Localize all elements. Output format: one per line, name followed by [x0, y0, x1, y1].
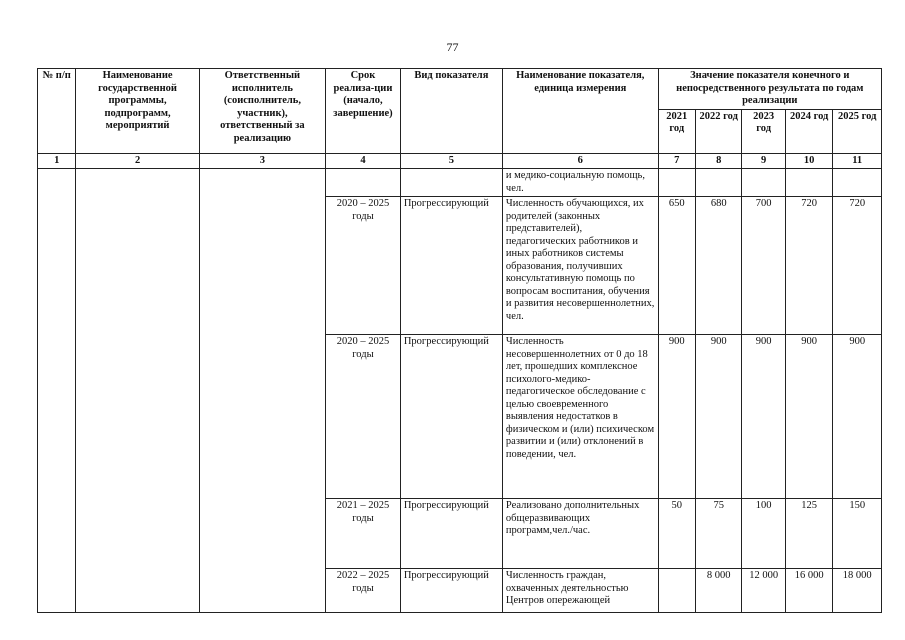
cell-value: 100	[742, 499, 785, 569]
header-year: 2023 год	[742, 109, 785, 153]
column-number: 11	[833, 153, 882, 169]
header-row	[38, 69, 882, 110]
cell-indicator-name: Численность несовершеннолетних от 0 до 18 лет, прошедших комплексное психолого-медико-педагогическое обследование с целью своевременного выявления недостатков в физическом и (или) психическом развитии и (или) отклонений в поведении, чел.	[502, 335, 658, 499]
cell-value	[785, 169, 833, 197]
cell-value: 900	[742, 335, 785, 499]
cell-term: 2020 – 2025 годы	[326, 335, 401, 499]
header-year: 2024 год	[785, 109, 833, 153]
cell-value: 16 000	[785, 569, 833, 613]
cell-type: Прогрессирующий	[400, 569, 502, 613]
column-number: 4	[326, 153, 401, 169]
cell-value: 75	[695, 499, 741, 569]
cell-value: 12 000	[742, 569, 785, 613]
cell-indicator-name: Реализовано дополнительных общеразвивающих программ,чел./час.	[502, 499, 658, 569]
header-program: Наименование государственной программы, подпрограмм, мероприятий	[76, 69, 199, 154]
cell-value	[658, 569, 695, 613]
cell-value: 900	[695, 335, 741, 499]
cell-term: 2021 – 2025 годы	[326, 499, 401, 569]
cell-value: 50	[658, 499, 695, 569]
cell-value: 18 000	[833, 569, 882, 613]
cell-value	[833, 169, 882, 197]
column-number: 1	[38, 153, 76, 169]
cell-indicator-name: Численность обучающихся, их родителей (законных представителей), педагогических работников и иных работников системы образования, получивших консультативную помощь по вопросам воспитания, обучения и развития несовершеннолетних, чел.	[502, 197, 658, 335]
cell-value: 900	[833, 335, 882, 499]
page-number: 77	[446, 40, 459, 54]
header-indicator-name: Наименование показателя, единица измерения	[502, 69, 658, 154]
header-year: 2025 год	[833, 109, 882, 153]
header-no: № п/п	[38, 69, 76, 154]
cell-value	[742, 169, 785, 197]
column-number: 5	[400, 153, 502, 169]
column-number: 7	[658, 153, 695, 169]
cell-term	[326, 169, 401, 197]
cell-indicator-name: Численность граждан, охваченных деятельностью Центров опережающей	[502, 569, 658, 613]
column-number: 2	[76, 153, 199, 169]
cell-type: Прогрессирующий	[400, 335, 502, 499]
cell-value: 650	[658, 197, 695, 335]
table-row	[38, 169, 882, 197]
cell-type	[400, 169, 502, 197]
cell-value: 125	[785, 499, 833, 569]
header-responsible: Ответственный исполнитель (соисполнитель, участник), ответственный за реализацию	[199, 69, 325, 154]
cell-value	[695, 169, 741, 197]
cell-value: 680	[695, 197, 741, 335]
cell-term: 2022 – 2025 годы	[326, 569, 401, 613]
cell-value: 720	[833, 197, 882, 335]
cell-value: 150	[833, 499, 882, 569]
header-year: 2021 год	[658, 109, 695, 153]
cell-value: 900	[785, 335, 833, 499]
cell-value: 8 000	[695, 569, 741, 613]
cell-value: 720	[785, 197, 833, 335]
column-number: 10	[785, 153, 833, 169]
header-values-title: Значение показателя конечного и непосредственного результата по годам реализации	[658, 69, 881, 110]
column-number: 8	[695, 153, 741, 169]
cell-program-empty	[76, 169, 199, 613]
column-number: 3	[199, 153, 325, 169]
column-numbers-row	[38, 153, 882, 169]
column-number: 6	[502, 153, 658, 169]
cell-type: Прогрессирующий	[400, 499, 502, 569]
header-year: 2022 год	[695, 109, 741, 153]
cell-type: Прогрессирующий	[400, 197, 502, 335]
column-number: 9	[742, 153, 785, 169]
cell-indicator-name: и медико-социальную помощь, чел.	[502, 169, 658, 197]
header-indicator-type: Вид показателя	[400, 69, 502, 154]
cell-responsible-empty	[199, 169, 325, 613]
cell-value	[658, 169, 695, 197]
cell-term: 2020 – 2025 годы	[326, 197, 401, 335]
cell-no-empty	[38, 169, 76, 613]
cell-value: 900	[658, 335, 695, 499]
header-term: Срок реализа-ции (начало, завершение)	[326, 69, 401, 154]
cell-value: 700	[742, 197, 785, 335]
indicators-table	[37, 68, 882, 613]
